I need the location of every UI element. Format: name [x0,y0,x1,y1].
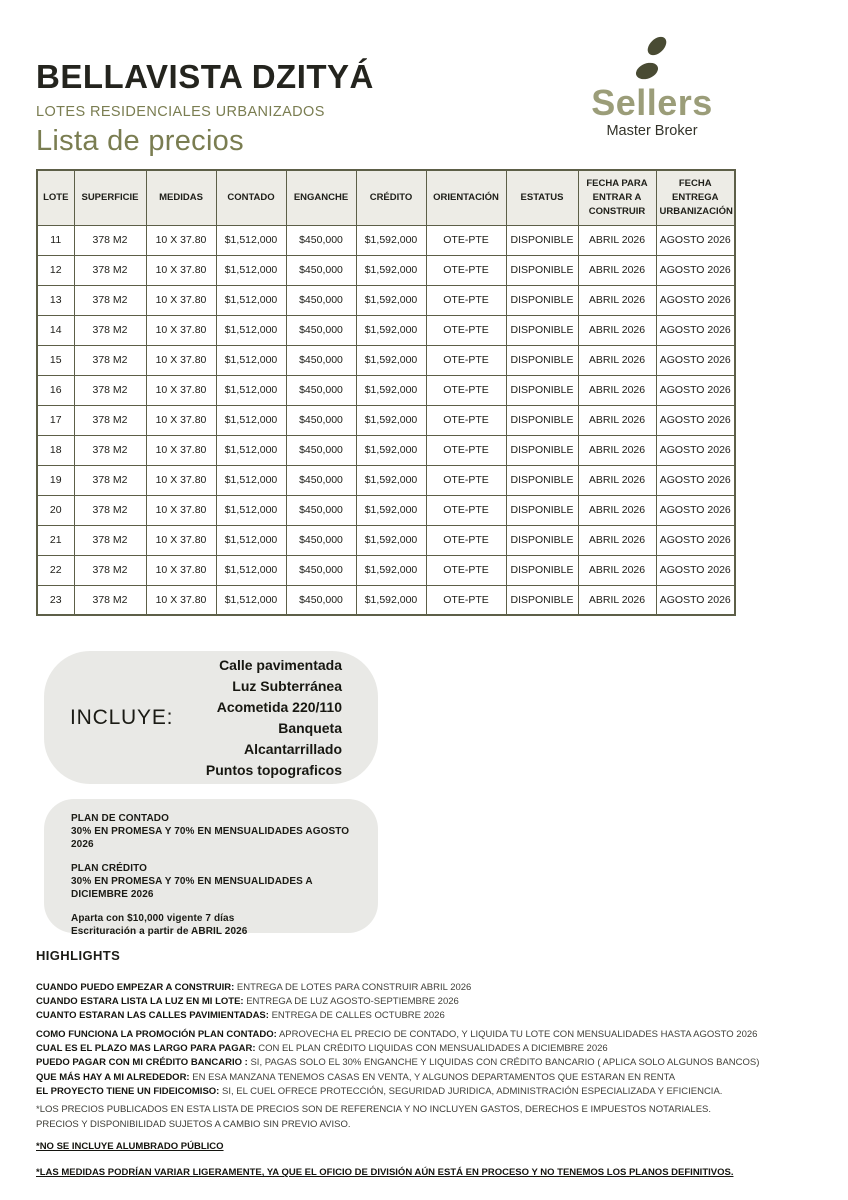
highlights-heading: HIGHLIGHTS [36,948,121,963]
page-subtitle: LOTES RESIDENCIALES URBANIZADOS [36,104,325,120]
table-cell: DISPONIBLE [506,225,578,255]
logo-brand-text: Sellers [591,82,713,123]
table-cell: ABRIL 2026 [578,405,656,435]
table-cell: $1,512,000 [216,525,286,555]
sellers-logo [583,34,721,139]
table-cell: 378 M2 [74,585,146,615]
table-row [37,555,735,585]
plan-credito-title: PLAN CRÉDITO [71,863,148,874]
table-cell: DISPONIBLE [506,375,578,405]
table-cell: OTE-PTE [426,405,506,435]
table-cell: $1,512,000 [216,375,286,405]
table-cell: OTE-PTE [426,225,506,255]
table-cell: $1,592,000 [356,285,426,315]
qa-text: ENTREGA DE LUZ AGOSTO-SEPTIEMBRE 2026 [246,996,459,1008]
table-row [37,495,735,525]
table-cell: 10 X 37.80 [146,465,216,495]
table-cell: $1,512,000 [216,465,286,495]
qa-label: PUEDO PAGAR CON MI CRÉDITO BANCARIO : [36,1057,248,1069]
table-cell: DISPONIBLE [506,315,578,345]
plan-credito [71,862,364,901]
table-cell: AGOSTO 2026 [656,405,735,435]
qa-label: COMO FUNCIONA LA PROMOCIÓN PLAN CONTADO: [36,1029,277,1040]
qa-label: EL PROYECTO TIENE UN FIDEICOMISO: [36,1085,220,1097]
table-cell: 10 X 37.80 [146,495,216,525]
table-cell: $1,512,000 [216,405,286,435]
table-cell: 10 X 37.80 [146,225,216,255]
table-header-cell: MEDIDAS [146,170,216,225]
table-cell: DISPONIBLE [506,525,578,555]
table-cell: ABRIL 2026 [578,375,656,405]
qa-text: ENTREGA DE LOTES PARA CONSTRUIR ABRIL 2026 [236,982,472,993]
table-cell: $1,592,000 [356,225,426,255]
table-cell: $1,512,000 [216,255,286,285]
table-cell: DISPONIBLE [506,555,578,585]
table-cell: AGOSTO 2026 [656,345,735,375]
highlights-block-1 [36,981,796,1024]
table-cell: OTE-PTE [426,465,506,495]
table-header-cell: CONTADO [216,170,286,225]
qa-line [36,1085,796,1099]
qa-text: ENTREGA DE CALLES OCTUBRE 2026 [271,1010,445,1022]
table-cell: $1,592,000 [356,405,426,435]
table-cell: 10 X 37.80 [146,345,216,375]
table-cell: AGOSTO 2026 [656,435,735,465]
table-cell: DISPONIBLE [506,435,578,465]
table-cell: AGOSTO 2026 [656,555,735,585]
table-cell: $450,000 [286,465,356,495]
payment-plans-box [44,799,378,937]
table-cell: 13 [37,285,74,315]
qa-line [36,1071,796,1085]
table-cell: 18 [37,435,74,465]
table-cell: $450,000 [286,345,356,375]
page-title: BELLAVISTA DZITYÁ [36,58,374,95]
table-header-cell: CRÉDITO [356,170,426,225]
qa-line [36,1028,796,1042]
table-cell: 378 M2 [74,405,146,435]
incluye-item: Acometida 220/110 [216,698,342,715]
table-cell: ABRIL 2026 [578,525,656,555]
table-cell: DISPONIBLE [506,585,578,615]
table-cell: AGOSTO 2026 [656,375,735,405]
sellers-leaf-icon [633,34,671,84]
table-cell: ABRIL 2026 [578,255,656,285]
plan-contado-text: 30% EN PROMESA Y 70% EN MENSUALIDADES AGOSTO 2026 [71,826,350,850]
qa-label: CUANDO ESTARA LISTA LA LUZ EN MI LOTE: [36,996,244,1008]
table-cell: 10 X 37.80 [146,315,216,345]
table-cell: AGOSTO 2026 [656,465,735,495]
table-header-cell: ESTATUS [506,170,578,225]
disclaimer-block [36,1103,796,1132]
qa-text: CON EL PLAN CRÉDITO LIQUIDAS CON MENSUALIDADES A DICIEMBRE 2026 [258,1043,608,1055]
table-cell: AGOSTO 2026 [656,225,735,255]
qa-label: CUAL ES EL PLAZO MAS LARGO PARA PAGAR: [36,1043,256,1055]
plan-credito-text: 30% EN PROMESA Y 70% EN MENSUALIDADES A DICIEMBRE 2026 [71,876,313,900]
table-row [37,255,735,285]
table-cell: 16 [37,375,74,405]
table-cell: 21 [37,525,74,555]
plan-aparta [71,912,364,938]
table-cell: ABRIL 2026 [578,345,656,375]
table-cell: ABRIL 2026 [578,495,656,525]
table-cell: $1,592,000 [356,555,426,585]
disclaimer-line: *LOS PRECIOS PUBLICADOS EN ESTA LISTA DE PRECIOS SON DE REFERENCIA Y NO INCLUYEN GASTOS, DERECHOS E IMPUESTOS NOTARIALES. [36,1104,712,1115]
table-cell: OTE-PTE [426,375,506,405]
table-cell: $1,592,000 [356,495,426,525]
table-cell: 10 X 37.80 [146,585,216,615]
table-cell: DISPONIBLE [506,285,578,315]
table-cell: AGOSTO 2026 [656,255,735,285]
table-cell: AGOSTO 2026 [656,525,735,555]
table-cell: ABRIL 2026 [578,585,656,615]
incluye-item: Luz Subterránea [232,677,342,694]
table-header-cell: FECHA PARA ENTRAR A CONSTRUIR [578,170,656,225]
table-header-cell: SUPERFICIE [74,170,146,225]
table-cell: 17 [37,405,74,435]
table-cell: $1,592,000 [356,315,426,345]
table-cell: 378 M2 [74,315,146,345]
price-list-title: Lista de precios [36,125,244,157]
table-cell: $450,000 [286,285,356,315]
table-cell: ABRIL 2026 [578,285,656,315]
incluye-item: Banqueta [278,719,342,736]
table-cell: 378 M2 [74,375,146,405]
table-header-cell: LOTE [37,170,74,225]
table-cell: OTE-PTE [426,585,506,615]
table-cell: 378 M2 [74,285,146,315]
note-medidas: *LAS MEDIDAS PODRÍAN VARIAR LIGERAMENTE, YA QUE EL OFICIO DE DIVISIÓN AÚN ESTÁ EN PROCESO Y NO TENEMOS LOS PLANOS DEFINITIVOS. [36,1167,734,1178]
table-cell: $1,592,000 [356,465,426,495]
table-cell: 22 [37,555,74,585]
table-cell: $450,000 [286,225,356,255]
table-cell: 11 [37,225,74,255]
table-cell: $1,592,000 [356,345,426,375]
qa-line [36,1042,796,1056]
table-cell: 378 M2 [74,255,146,285]
qa-text: APROVECHA EL PRECIO DE CONTADO, Y LIQUIDA TU LOTE CON MENSUALIDADES HASTA AGOSTO 2026 [278,1029,758,1040]
table-cell: DISPONIBLE [506,405,578,435]
table-cell: 15 [37,345,74,375]
qa-text: EN ESA MANZANA TENEMOS CASAS EN VENTA, Y ALGUNOS DEPARTAMENTOS QUE ESTARAN EN RENTA [192,1071,676,1083]
table-cell: OTE-PTE [426,435,506,465]
incluye-box [44,651,378,784]
table-cell: ABRIL 2026 [578,435,656,465]
incluye-items [206,655,342,781]
table-cell: $450,000 [286,495,356,525]
table-cell: 10 X 37.80 [146,255,216,285]
disclaimer-line: PRECIOS Y DISPONIBILIDAD SUJETOS A CAMBIO SIN PREVIO AVISO. [36,1118,351,1130]
table-row [37,525,735,555]
table-cell: $1,512,000 [216,285,286,315]
incluye-label: INCLUYE: [70,705,174,729]
table-cell: OTE-PTE [426,555,506,585]
table-cell: ABRIL 2026 [578,555,656,585]
table-header-cell: ENGANCHE [286,170,356,225]
table-row [37,585,735,615]
table-cell: 10 X 37.80 [146,375,216,405]
table-cell: $450,000 [286,375,356,405]
table-cell: $1,512,000 [216,495,286,525]
table-header-cell: ORIENTACIÓN [426,170,506,225]
table-cell: $1,512,000 [216,345,286,375]
table-cell: OTE-PTE [426,525,506,555]
table-cell: 378 M2 [74,495,146,525]
table-cell: OTE-PTE [426,495,506,525]
plan-contado [71,812,364,851]
table-row [37,285,735,315]
table-cell: 10 X 37.80 [146,525,216,555]
qa-text: SI, PAGAS SOLO EL 30% ENGANCHE Y LIQUIDAS CON CRÉDITO BANCARIO ( APLICA SOLO ALGUNOS BANCOS) [250,1057,760,1069]
table-cell: ABRIL 2026 [578,225,656,255]
table-cell: 378 M2 [74,525,146,555]
table-row [37,345,735,375]
table-cell: $450,000 [286,555,356,585]
table-header-row [37,170,735,225]
qa-line [36,1009,796,1023]
table-cell: 10 X 37.80 [146,555,216,585]
table-row [37,465,735,495]
table-cell: 10 X 37.80 [146,405,216,435]
table-cell: AGOSTO 2026 [656,585,735,615]
qa-label: CUANTO ESTARAN LAS CALLES PAVIMIENTADAS: [36,1010,269,1022]
table-row [37,375,735,405]
table-cell: AGOSTO 2026 [656,285,735,315]
table-cell: 23 [37,585,74,615]
table-cell: $450,000 [286,255,356,285]
table-row [37,225,735,255]
table-cell: OTE-PTE [426,315,506,345]
qa-line [36,981,796,995]
escrituracion-text: Escrituración a partir de ABRIL 2026 [71,926,248,937]
table-cell: $450,000 [286,525,356,555]
table-cell: $1,512,000 [216,435,286,465]
qa-line [36,995,796,1009]
table-cell: 10 X 37.80 [146,435,216,465]
table-cell: ABRIL 2026 [578,315,656,345]
table-cell: OTE-PTE [426,285,506,315]
table-cell: DISPONIBLE [506,255,578,285]
table-cell: $450,000 [286,405,356,435]
table-cell: AGOSTO 2026 [656,315,735,345]
table-cell: DISPONIBLE [506,495,578,525]
table-cell: $1,512,000 [216,225,286,255]
table-cell: 14 [37,315,74,345]
table-cell: 12 [37,255,74,285]
incluye-item: Calle pavimentada [219,656,342,673]
table-cell: AGOSTO 2026 [656,495,735,525]
table-cell: $1,592,000 [356,375,426,405]
note-alumbrado: *NO SE INCLUYE ALUMBRADO PÚBLICO [36,1141,224,1152]
qa-text: SI, EL CUEL OFRECE PROTECCIÓN, SEGURIDAD JURIDICA, ADMINISTRACIÓN ESPECIALIZADA Y EFICIENCIA. [221,1085,723,1097]
table-cell: OTE-PTE [426,255,506,285]
table-row [37,435,735,465]
table-cell: $1,592,000 [356,435,426,465]
table-cell: 19 [37,465,74,495]
table-cell: DISPONIBLE [506,345,578,375]
table-cell: $1,512,000 [216,315,286,345]
table-cell: $1,592,000 [356,585,426,615]
table-cell: DISPONIBLE [506,465,578,495]
table-cell: 378 M2 [74,465,146,495]
aparta-text: Aparta con $10,000 vigente 7 días [71,913,235,924]
table-cell: 10 X 37.80 [146,285,216,315]
table-cell: 20 [37,495,74,525]
incluye-item: Puntos topograficos [205,761,342,778]
incluye-item: Alcantarrillado [243,740,342,757]
table-cell: OTE-PTE [426,345,506,375]
table-cell: $1,512,000 [216,555,286,585]
table-cell: $450,000 [286,315,356,345]
price-table [36,169,736,616]
logo-tagline: Master Broker [606,122,698,139]
table-cell: $450,000 [286,435,356,465]
qa-line [36,1056,796,1070]
qa-label: QUE MÁS HAY A MI ALREDEDOR: [36,1071,190,1083]
table-cell: 378 M2 [74,345,146,375]
plan-contado-title: PLAN DE CONTADO [71,813,169,824]
table-cell: $1,592,000 [356,525,426,555]
qa-label: CUANDO PUEDO EMPEZAR A CONSTRUIR: [36,982,235,993]
table-cell: ABRIL 2026 [578,465,656,495]
table-cell: 378 M2 [74,435,146,465]
table-header-cell: FECHA ENTREGA URBANIZACIÓN [656,170,735,225]
table-cell: $1,512,000 [216,585,286,615]
table-cell: $450,000 [286,585,356,615]
table-cell: 378 M2 [74,225,146,255]
table-cell: 378 M2 [74,555,146,585]
table-row [37,315,735,345]
table-row [37,405,735,435]
table-cell: $1,592,000 [356,255,426,285]
highlights-block-2 [36,1028,796,1099]
